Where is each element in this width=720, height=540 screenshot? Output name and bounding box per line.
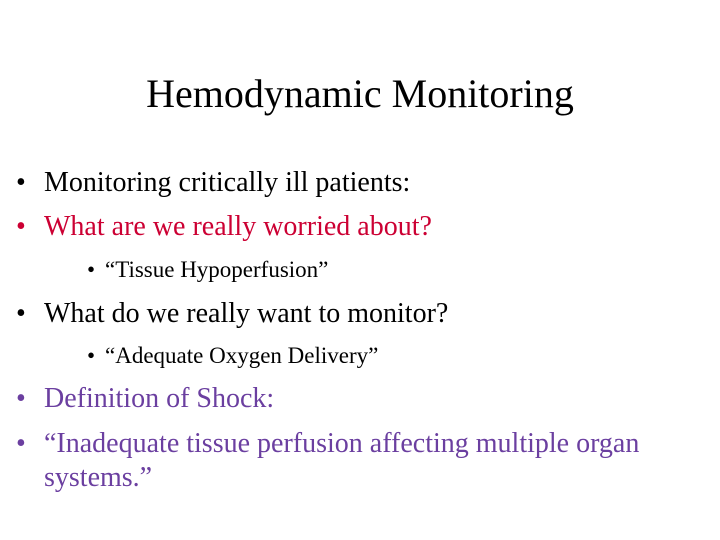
bullet-item-shock-definition-quote	[16, 427, 706, 495]
bullet-text: What are we really worried about?	[44, 211, 432, 242]
bullet-text: What do we really want to monitor?	[44, 298, 449, 329]
bullet-text: “Inadequate tissue perfusion affecting multiple organ systems.”	[44, 428, 640, 493]
bullet-text: Definition of Shock:	[44, 383, 275, 414]
bullet-text: “Tissue Hypoperfusion”	[105, 257, 329, 282]
bullet-icon: •	[16, 383, 26, 414]
bullet-item-worried	[16, 210, 706, 244]
bullet-item-definition-of-shock	[16, 382, 706, 416]
bullet-icon: •	[87, 257, 96, 282]
slide-title: Hemodynamic Monitoring	[146, 71, 574, 116]
bullet-item-monitoring	[16, 166, 706, 200]
bullet-icon: •	[87, 343, 96, 368]
bullet-icon: •	[16, 298, 26, 329]
bullet-icon: •	[16, 428, 26, 459]
bullet-icon: •	[16, 211, 26, 242]
bullet-item-monitor	[16, 297, 706, 331]
bullet-text: Monitoring critically ill patients:	[44, 167, 411, 198]
sub-bullet-oxygen-delivery	[87, 342, 707, 370]
sub-bullet-tissue-hypoperfusion	[87, 256, 707, 284]
bullet-text: “Adequate Oxygen Delivery”	[105, 343, 379, 368]
bullet-icon: •	[16, 167, 26, 198]
